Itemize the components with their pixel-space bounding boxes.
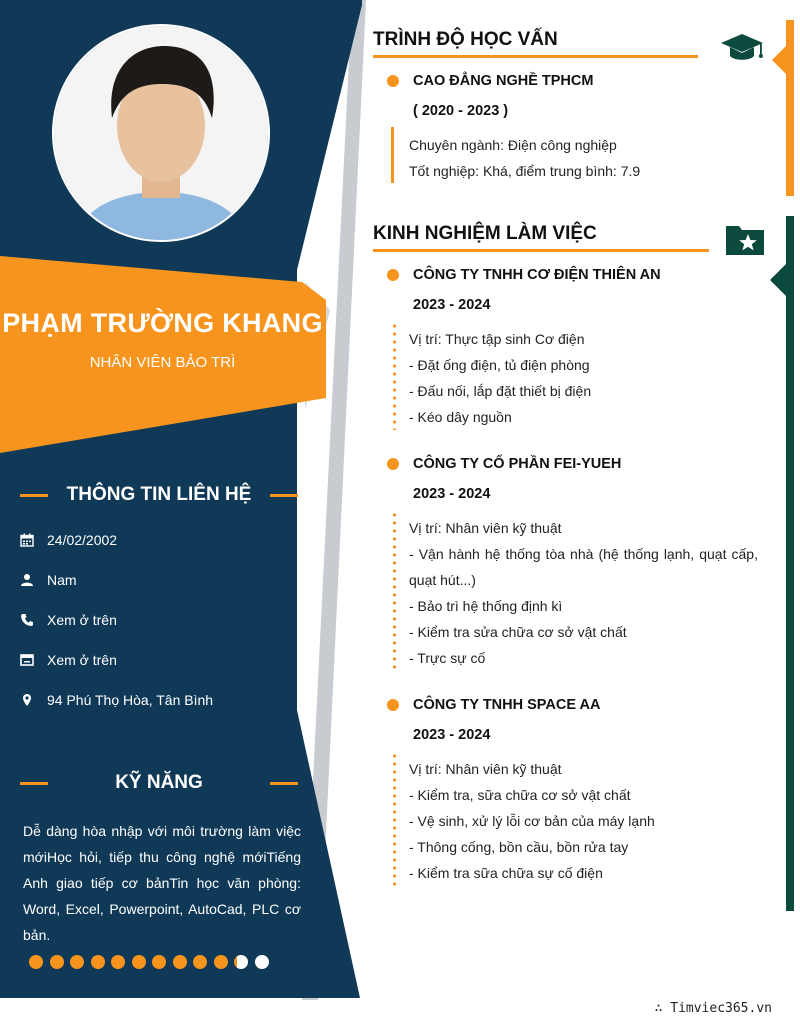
skill-dot xyxy=(132,955,146,969)
heading-bar-left xyxy=(20,782,48,785)
job-timeline-dots xyxy=(393,511,396,671)
job-detail-line: - Thông cống, bồn cầu, bồn rửa tay xyxy=(409,839,629,855)
job-detail-line: - Đặt ống điện, tủ điện phòng xyxy=(409,357,590,373)
calendar-icon xyxy=(20,533,34,547)
location-pin-icon xyxy=(20,693,34,707)
job-timeline-dots xyxy=(393,322,396,430)
email-icon xyxy=(20,653,34,667)
education-timeline-line xyxy=(391,127,394,183)
education-bullet xyxy=(387,75,399,87)
skill-dot xyxy=(255,955,269,969)
skills-heading: KỸ NĂNG xyxy=(115,772,203,793)
job-period: 2023 - 2024 xyxy=(413,297,491,313)
experience-heading-rule xyxy=(373,249,709,252)
job-company: CÔNG TY TNHH SPACE AA xyxy=(413,697,601,713)
education-school: CAO ĐẲNG NGHỀ TPHCM xyxy=(413,73,594,89)
job-company: CÔNG TY TNHH CƠ ĐIỆN THIÊN AN xyxy=(413,267,661,283)
job-detail-line: - Vệ sinh, xử lý lỗi cơ bản của máy lạnh xyxy=(409,813,655,829)
experience-heading: KINH NGHIỆM LÀM VIỆC xyxy=(373,223,597,244)
education-heading: TRÌNH ĐỘ HỌC VẤN xyxy=(373,29,558,50)
job-detail-line: - Kiểm tra, sữa chữa cơ sở vật chất xyxy=(409,787,631,803)
contact-birthdate-value: 24/02/2002 xyxy=(47,532,118,548)
skill-dot xyxy=(70,955,84,969)
skill-dot xyxy=(91,955,105,969)
contact-heading: THÔNG TIN LIÊN HỆ xyxy=(66,484,252,505)
job-bullet xyxy=(387,269,399,281)
education-graduation: Tốt nghiệp: Khá, điểm trung bình: 7.9 xyxy=(409,163,641,179)
job-detail-line: - Kiểm tra sữa chữa sự cố điện xyxy=(409,865,603,881)
contact-birthdate xyxy=(20,529,310,551)
education-heading-rule xyxy=(373,55,698,58)
skill-dot xyxy=(29,955,43,969)
candidate-name: PHẠM TRƯỜNG KHANG xyxy=(2,308,323,338)
job-detail-line: quạt hút...) xyxy=(409,572,476,588)
skill-rating-dots xyxy=(29,955,269,969)
job-bullet xyxy=(387,699,399,711)
graduation-cap-icon xyxy=(720,32,764,64)
contact-address xyxy=(20,689,310,711)
job-detail-line: - Đấu nối, lắp đặt thiết bị điện xyxy=(409,383,592,399)
contact-phone xyxy=(20,609,310,631)
skill-dot xyxy=(234,955,248,969)
contact-address-value: 94 Phú Thọ Hòa, Tân Bình xyxy=(47,692,214,708)
job-detail-line: - Kéo dây nguồn xyxy=(409,409,512,425)
phone-icon xyxy=(20,613,34,627)
skills-text: Dễ dàng hòa nhập với môi trường làm việc mớiHọc hỏi, tiếp thu công nghệ mớiTiếng Anh giao tiếp cơ bảnTin học văn phòng: Word, Excel, Powerpoint, AutoCad, PLC cơ bản. xyxy=(23,823,301,943)
contact-heading-row xyxy=(20,484,298,506)
job-period: 2023 - 2024 xyxy=(413,486,491,502)
skill-dot xyxy=(50,955,64,969)
profile-photo xyxy=(52,24,270,242)
contact-gender xyxy=(20,569,310,591)
candidate-job-title: NHÂN VIÊN BẢO TRÌ xyxy=(89,354,236,371)
heading-bar-right xyxy=(270,494,298,497)
user-icon xyxy=(20,573,34,587)
contact-email-value: Xem ở trên xyxy=(47,652,117,668)
job-period: 2023 - 2024 xyxy=(413,727,491,743)
contact-email xyxy=(20,649,310,671)
footer-brand: ∴ Timviec365.vn xyxy=(654,1001,772,1016)
folder-star-icon xyxy=(725,222,765,256)
contact-gender-value: Nam xyxy=(47,572,77,588)
job-detail-line: - Bảo trì hệ thống định kì xyxy=(409,598,563,614)
heading-bar-right xyxy=(270,782,298,785)
heading-bar-left xyxy=(20,494,48,497)
skill-dot xyxy=(193,955,207,969)
job-detail-line: Vị trí: Thực tập sinh Cơ điện xyxy=(409,331,585,347)
job-timeline-dots xyxy=(393,752,396,888)
skill-dot xyxy=(214,955,228,969)
skill-dot xyxy=(173,955,187,969)
contact-phone-value: Xem ở trên xyxy=(47,612,117,628)
job-detail-line: Vị trí: Nhân viên kỹ thuật xyxy=(409,761,562,777)
skill-dot xyxy=(111,955,125,969)
education-major: Chuyên ngành: Điện công nghiệp xyxy=(409,137,617,153)
job-detail-line: Vị trí: Nhân viên kỹ thuật xyxy=(409,520,562,536)
job-company: CÔNG TY CỔ PHẦN FEI-YUEH xyxy=(413,456,622,472)
skills-heading-row xyxy=(20,772,298,794)
job-detail-line: - Kiểm tra sửa chữa cơ sở vật chất xyxy=(409,624,627,640)
education-period: ( 2020 - 2023 ) xyxy=(413,103,509,119)
job-detail-line: - Trực sự cố xyxy=(409,650,486,666)
job-detail-line: - Vận hành hệ thống tòa nhà (hệ thống lạnh, quạt cấp, xyxy=(409,546,758,562)
job-bullet xyxy=(387,458,399,470)
skill-dot xyxy=(152,955,166,969)
